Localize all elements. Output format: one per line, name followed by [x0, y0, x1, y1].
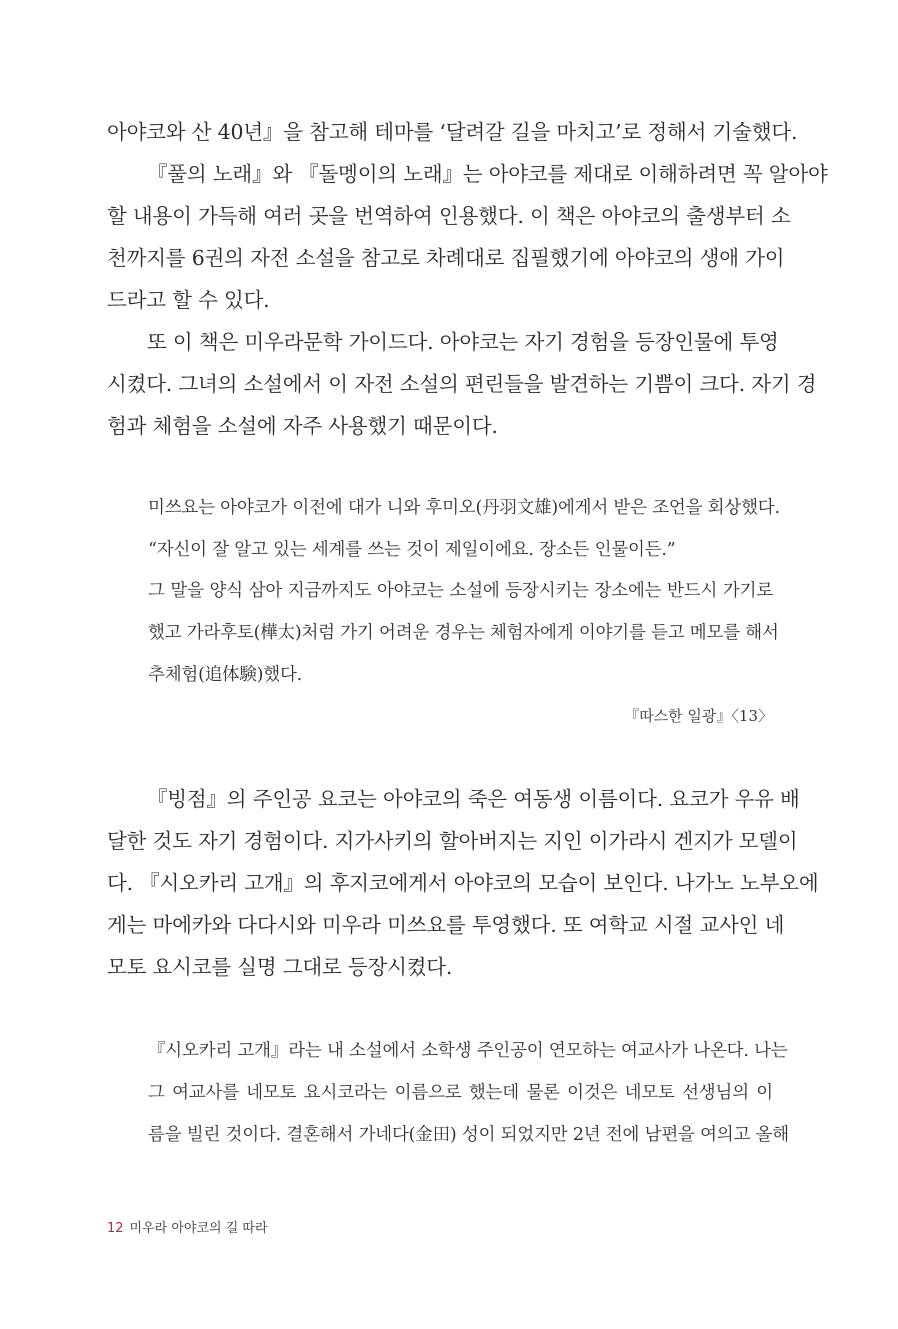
quote-line: “자신이 잘 알고 있는 세계를 쓰는 것이 제일이에요. 장소든 인물이든.” — [148, 540, 676, 560]
quote-line: 했고 가라후토(樺太)처럼 가기 어려운 경우는 체험자에게 이야기를 듣고 메모를 해서 — [148, 623, 779, 643]
quote-line: 그 여교사를 네모토 요시코라는 이름으로 했는데 물론 이것은 네모토 선생님의 이 — [148, 1083, 773, 1103]
body-line: 다. 『시오카리 고개』의 후지코에게서 아야코의 모습이 보인다. 나가노 노부오에 — [107, 871, 819, 895]
body-line: 험과 체험을 소설에 자주 사용했기 때문이다. — [107, 414, 498, 438]
body-line: 시켰다. 그녀의 소설에서 이 자전 소설의 편린들을 발견하는 기쁨이 크다. 자기 경 — [107, 372, 817, 396]
body-line: 아야코와 산 40년』을 참고해 테마를 ‘달려갈 길을 마치고’로 정해서 기술했다. — [107, 120, 798, 144]
body-line: 모토 요시코를 실명 그대로 등장시켰다. — [107, 955, 453, 979]
body-line: 『풀의 노래』와 『돌멩이의 노래』는 아야코를 제대로 이해하려면 꼭 알아야 — [147, 162, 828, 186]
body-line: 드라고 할 수 있다. — [107, 288, 270, 312]
quote-line: 미쓰요는 아야코가 이전에 대가 니와 후미오(丹羽文雄)에게서 받은 조언을 회상했다. — [148, 498, 780, 518]
body-line: 『빙점』의 주인공 요코는 아야코의 죽은 여동생 이름이다. 요코가 우유 배 — [147, 787, 800, 811]
quote-source: 『따스한 일광』〈13〉 — [624, 707, 773, 725]
body-line: 할 내용이 가득해 여러 곳을 번역하여 인용했다. 이 책은 아야코의 출생부터 소 — [107, 204, 791, 228]
running-title: 미우라 아야코의 길 따라 — [129, 1221, 268, 1236]
page-number: 12 — [107, 1221, 124, 1236]
body-line: 달한 것도 자기 경험이다. 지가사키의 할아버지는 지인 이가라시 겐지가 모델이 — [107, 829, 798, 853]
body-line: 천까지를 6권의 자전 소설을 참고로 차례대로 집필했기에 아야코의 생애 가이 — [107, 246, 785, 270]
quote-line: 그 말을 양식 삼아 지금까지도 아야코는 소설에 등장시키는 장소에는 반드시 가기로 — [148, 581, 773, 601]
body-line: 게는 마에카와 다다시와 미우라 미쓰요를 투영했다. 또 여학교 시절 교사인 네 — [107, 913, 785, 937]
body-line: 또 이 책은 미우라문학 가이드다. 아야코는 자기 경험을 등장인물에 투영 — [147, 330, 779, 354]
page-footer — [107, 1219, 268, 1239]
quote-line: 『시오카리 고개』라는 내 소설에서 소학생 주인공이 연모하는 여교사가 나온다. 나는 — [148, 1041, 788, 1061]
quote-line: 추체험(追体験)했다. — [148, 665, 303, 685]
quote-line: 름을 빌린 것이다. 결혼해서 가네다(金田) 성이 되었지만 2년 전에 남편을 여의고 올해 — [148, 1125, 789, 1145]
